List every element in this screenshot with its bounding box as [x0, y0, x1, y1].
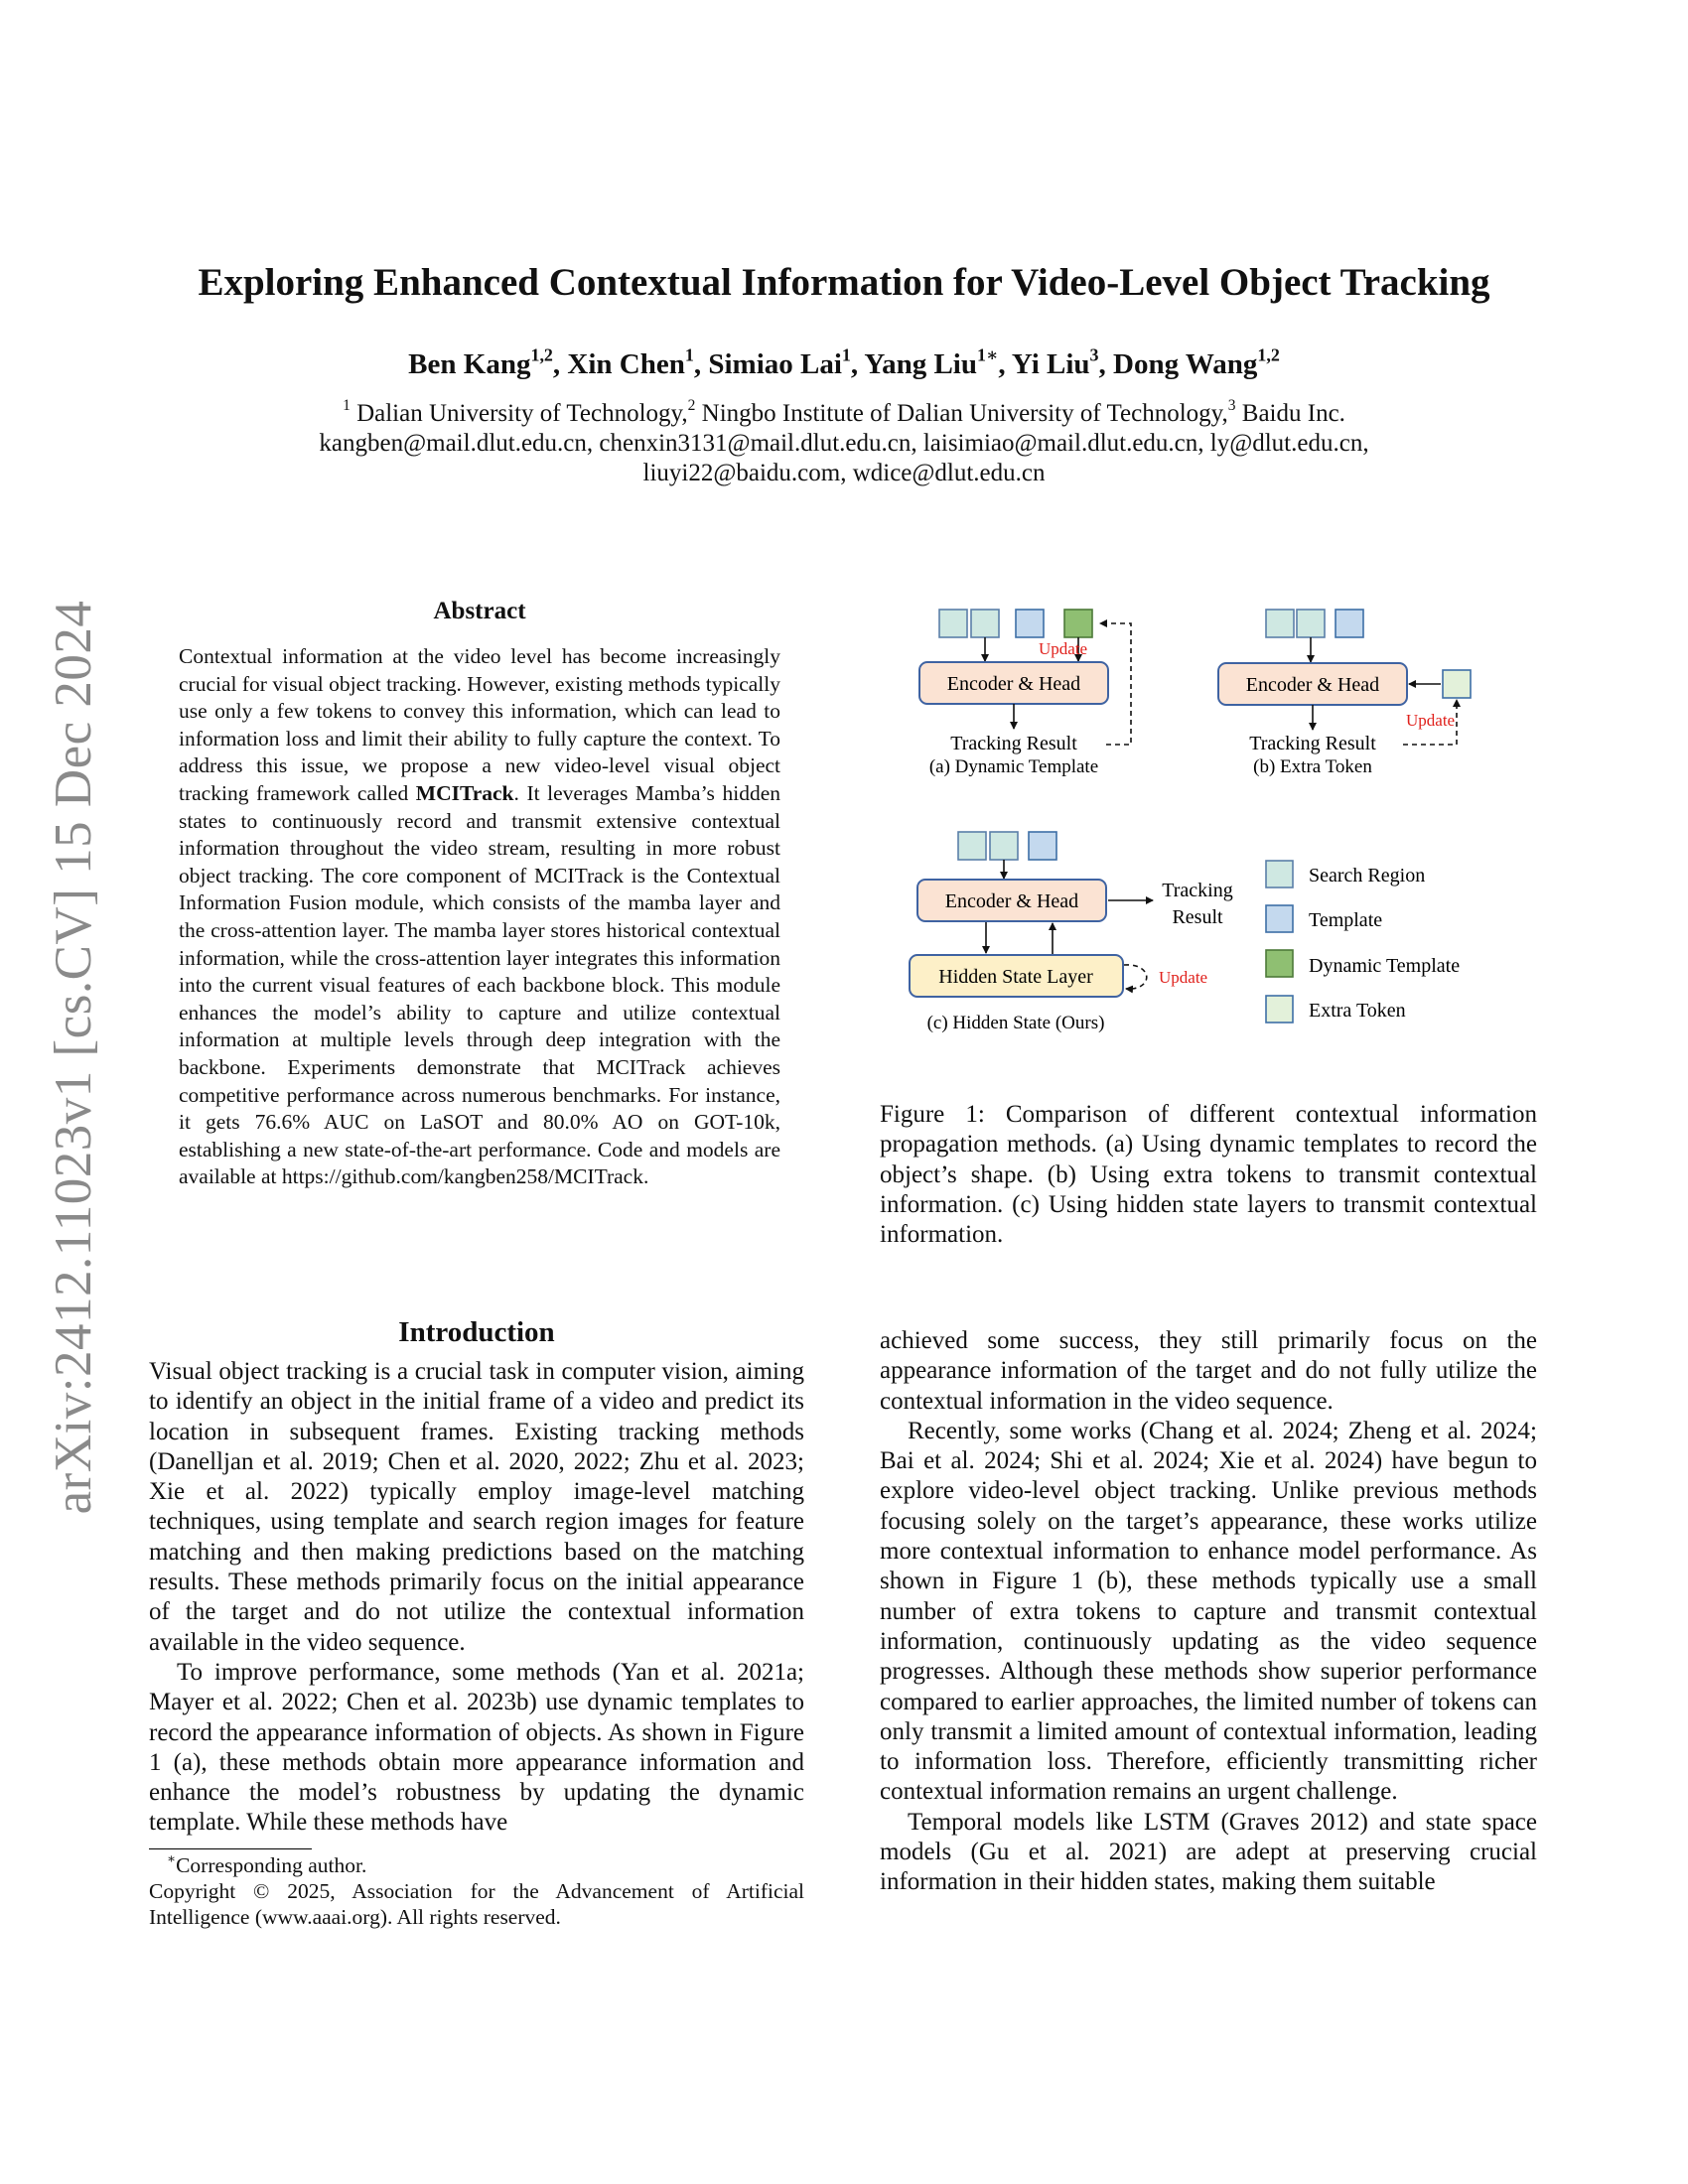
author-affiliation-marker: 1 [841, 344, 851, 365]
affiliation-name: Ningbo Institute of Dalian University of Technology, [695, 400, 1228, 427]
intro-right-column [880, 1326, 1537, 1898]
affiliation-marker: 2 [687, 397, 696, 415]
tracking-result-label: Tracking Result [1249, 733, 1376, 754]
encoder-head-label: Encoder & Head [1245, 674, 1380, 696]
update-label: Update [1159, 968, 1208, 987]
template-token [1016, 610, 1044, 637]
arxiv-id-text: arXiv:2412.11023v1 [cs.CV] 15 Dec 2024 [45, 600, 102, 1515]
author-name: Yang Liu [864, 348, 977, 380]
dynamic-template-token [1064, 610, 1092, 637]
template-token [1336, 610, 1363, 637]
affiliation-marker: 3 [1227, 397, 1236, 415]
search-region-token [971, 610, 999, 637]
caption-c: (c) Hidden State (Ours) [926, 1013, 1105, 1033]
caption-a: (a) Dynamic Template [928, 756, 1099, 777]
author-name: Ben Kang [408, 348, 531, 380]
search-region-token [939, 610, 967, 637]
search-region-token [958, 832, 986, 860]
introduction-heading: Introduction [398, 1316, 555, 1348]
update-label: Update [1039, 639, 1088, 658]
encoder-head-label: Encoder & Head [946, 673, 1081, 695]
result-label: Result [1172, 906, 1223, 928]
affiliation-marker: 1 [343, 397, 351, 415]
search-region-token [1297, 610, 1325, 637]
figure-1-diagram [880, 586, 1537, 1072]
tracking-label: Tracking [1162, 880, 1233, 901]
intro-paragraph: To improve performance, some methods (Yan et al. 2021a; Mayer et al. 2022; Chen et al. 2023b) use dynamic templates to record the appearance information of objects. As shown in Figure 1 (a), these methods obtain more appearance information and enhance the model’s robustness by updating the dynamic template. While these methods have [149, 1658, 804, 1837]
author-name: Simiao Lai [708, 348, 842, 380]
intro-paragraph: Temporal models like LSTM (Graves 2012) and state space models (Gu et al. 2021) are adept at preserving crucial information in their hidden states, making them suitable [880, 1808, 1537, 1896]
affiliations-line [149, 399, 1539, 429]
figure-legend [1266, 861, 1460, 1023]
footnote-corresponding: ∗Corresponding author. [167, 1850, 367, 1877]
panel-b-extra-token [1218, 610, 1471, 777]
search-region-token [1266, 610, 1294, 637]
intro-paragraph: achieved some success, they still primarily focus on the appearance information of the target and do not fully utilize the contextual information in the video sequence. [880, 1327, 1537, 1415]
panel-a-dynamic-template [919, 610, 1131, 777]
emails-line-2: liuyi22@baidu.com, wdice@dlut.edu.cn [642, 460, 1046, 486]
arxiv-sidebar-identifier [44, 571, 103, 1544]
template-token [1029, 832, 1056, 860]
footnote-rule [149, 1848, 312, 1849]
intro-paragraph: Recently, some works (Chang et al. 2024; Zheng et al. 2024; Bai et al. 2024; Shi et al. 2024; Xie et al. 2024) have begun to explore video-level object tracking. Unlike previous methods focusing solely on the target’s appearance, these works utilize more contextual information to enhance model performance. As shown in Figure 1 (b), these methods typically use a small number of extra tokens to capture and transmit contextual information, continuously updating as the video sequence progresses. Although these methods show superior performance compared to earlier approaches, the limited number of tokens can only transmit a limited amount of contextual information, leading to information loss. Therefore, efficiently transmitting richer contextual information remains an urgent challenge. [880, 1417, 1537, 1806]
update-label: Update [1406, 711, 1456, 730]
hidden-state-layer-label: Hidden State Layer [938, 966, 1093, 988]
footnote-copyright: Copyright © 2025, Association for the Advancement of Artificial Intelligence (www.aaai.org). All rights reserved. [149, 1879, 804, 1929]
footnote-block [149, 1852, 804, 1930]
panel-c-hidden-state [910, 832, 1233, 1033]
abstract-text-1: Contextual information at the video level has become increasingly crucial for visual object tracking. However, existing methods typically use only a few tokens to convey this information, which can lead to information loss and limit their ability to fully capture the context. To address this issue, we propose a new video-level visual object tracking framework called [179, 644, 780, 805]
author-affiliation-marker: 1,2 [1257, 344, 1280, 365]
abstract-method-name: MCITrack [415, 780, 514, 805]
caption-b: (b) Extra Token [1253, 756, 1372, 777]
abstract-text-2: . It leverages Mamba’s hidden states to continuously record and transmit extensive contextual information throughout the video stream, resulting in more robust object tracking. The core component of MCITrack is the Contextual Information Fusion module, which consists of the mamba layer and the cross-attention layer. The mamba layer stores historical contextual information, while the cross-attention layer integrates this information into the current visual features of each backbone block. This module enhances the model’s ability to capture and utilize contextual information at multiple levels through deep integration with the backbone. Experiments demonstrate that MCITrack achieves competitive performance across numerous benchmarks. For instance, it gets 76.6% AUC on LaSOT and 80.0% AO on GOT-10k, establishing a new state-of-the-art performance. Code and models are available at https://github.com/kangben258/MCITrack. [179, 780, 780, 1189]
author-name: Dong Wang [1113, 348, 1258, 380]
legend-swatch-extra-token [1266, 996, 1293, 1023]
abstract-heading: Abstract [433, 598, 526, 624]
legend-swatch-dynamic-template [1266, 950, 1293, 977]
author-name: Yi Liu [1011, 348, 1090, 380]
intro-paragraph: Visual object tracking is a crucial task in computer vision, aiming to identify an object in the initial frame of a video and predict its location in subsequent frames. Existing tracking methods (Danelljan et al. 2019; Chen et al. 2020, 2022; Zhu et al. 2023; Xie et al. 2022) typically employ image-level matching techniques, using template and search region images for feature matching and then making predictions based on the matching results. These methods primarily focus on the initial appearance of the target and do not utilize the contextual information available in the video sequence. [149, 1358, 804, 1656]
extra-token [1443, 670, 1471, 698]
legend-swatch-template [1266, 905, 1293, 932]
author-list: Ben Kang$^{1,2}$, Xin Chen$^1$, Simiao Lai$^1$, Yang Liu$^{1∗}$, Yi Liu$^3$, Dong Wang$^{1,2}$ [408, 344, 1280, 380]
emails-line-1: kangben@mail.dlut.edu.cn, chenxin3131@mail.dlut.edu.cn, laisimiao@mail.dlut.edu.cn, ly@dlut.edu.cn, [319, 430, 1369, 457]
author-affiliation-marker: 1 [684, 344, 694, 365]
author-affiliation-marker: 1,2 [530, 344, 553, 365]
search-region-token [990, 832, 1018, 860]
author-name: Xin Chen [567, 348, 685, 380]
encoder-head-label: Encoder & Head [944, 890, 1079, 912]
tracking-result-label: Tracking Result [950, 733, 1077, 754]
affiliation-name: Baidu Inc. [1235, 400, 1345, 427]
intro-left-column [149, 1357, 804, 1839]
affiliation-name: Dalian University of Technology, [350, 400, 688, 427]
legend-label: Template [1309, 909, 1383, 931]
legend-label: Search Region [1309, 865, 1426, 887]
author-affiliation-marker: 3 [1089, 344, 1099, 365]
paper-title: Exploring Enhanced Contextual Information for Video-Level Object Tracking [198, 261, 1490, 304]
abstract-body [179, 643, 780, 1191]
legend-label: Dynamic Template [1309, 955, 1461, 977]
legend-label: Extra Token [1309, 1000, 1406, 1022]
author-affiliation-marker: 1∗ [976, 344, 999, 365]
figure-1-caption: Figure 1: Comparison of different contextual information propagation methods. (a) Using dynamic templates to record the object’s shape. (b) Using extra tokens to transmit contextual information. (c) Using hidden state layers to transmit contextual information. [880, 1101, 1537, 1249]
affiliation-block [149, 399, 1539, 488]
legend-swatch-search-region [1266, 861, 1293, 887]
